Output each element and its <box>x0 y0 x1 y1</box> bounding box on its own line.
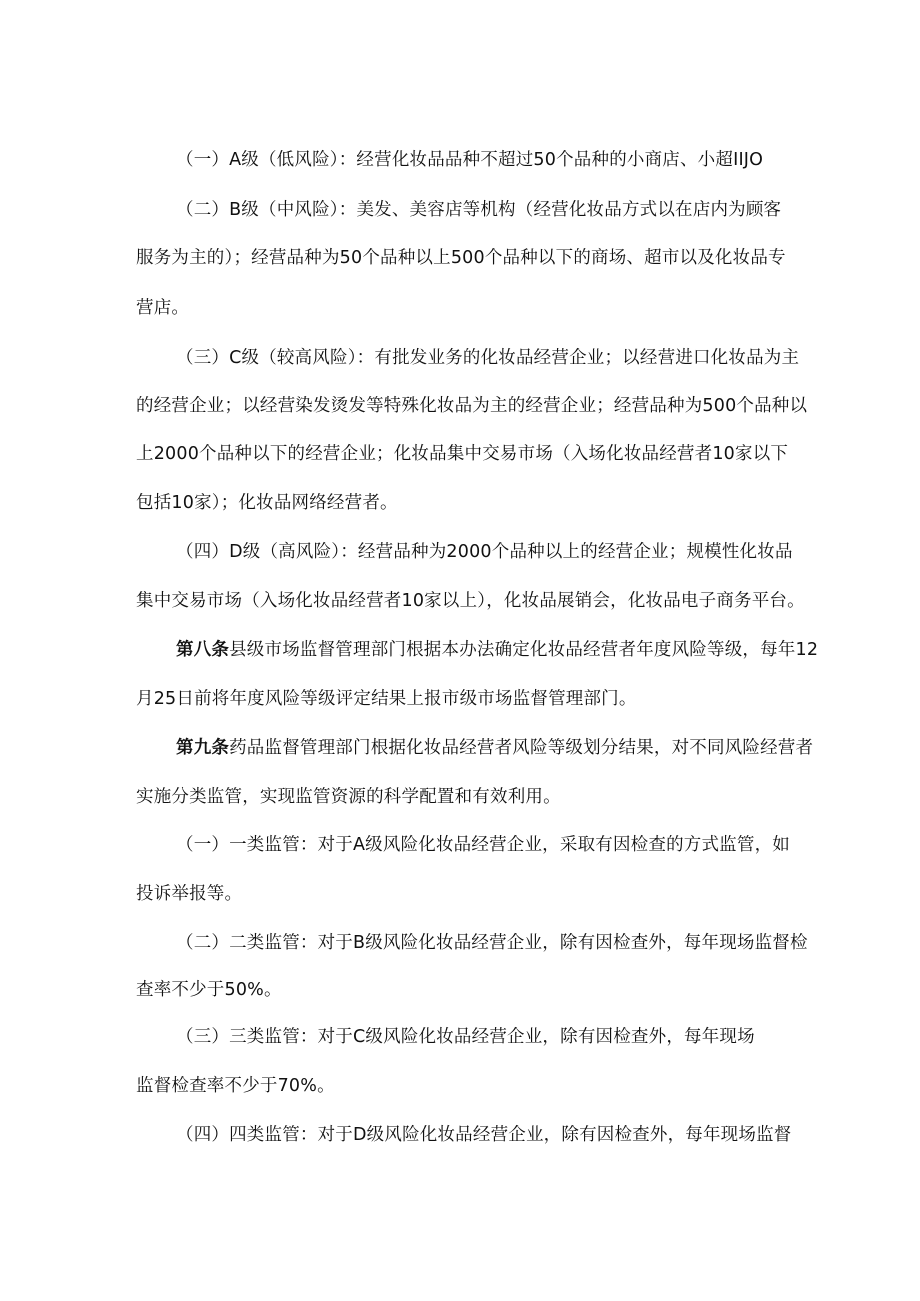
paragraph-level-d-line-2: 集中交易市场（入场化妆品经营者10家以上），化妆品展销会，化妆品电子商务平台。 <box>136 591 805 611</box>
supervision-class-four-line-1: （四）四类监管：对于D级风险化妆品经营企业，除有因检查外，每年现场监督 <box>176 1125 792 1145</box>
supervision-class-three-line-1: （三）三类监管：对于C级风险化妆品经营企业，除有因检查外，每年现场 <box>176 1027 755 1047</box>
supervision-class-two-line-1: （二）二类监管：对于B级风险化妆品经营企业，除有因检查外，每年现场监督检 <box>176 933 808 953</box>
article-eight-line-1: 第八条县级市场监督管理部门根据本办法确定化妆品经营者年度风险等级，每年12 <box>176 640 819 660</box>
paragraph-level-b-line-1: （二）B级（中风险）：美发、美容店等机构（经营化妆品方式以在店内为顾客 <box>176 200 782 220</box>
article-eight-line-2: 月25日前将年度风险等级评定结果上报市级市场监督管理部门。 <box>136 689 637 709</box>
paragraph-level-c-line-3: 上2000个品种以下的经营企业；化妆品集中交易市场（入场化妆品经营者10家以下 <box>136 444 789 464</box>
paragraph-level-b-line-2: 服务为主的）；经营品种为50个品种以上500个品种以下的商场、超市以及化妆品专 <box>136 248 786 268</box>
supervision-class-two-line-2: 查率不少于50%。 <box>136 980 282 1000</box>
paragraph-level-c-line-4: 包括10家）；化妆品网络经营者。 <box>136 493 398 513</box>
supervision-class-one-line-1: （一）一类监管：对于A级风险化妆品经营企业，采取有因检查的方式监管，如 <box>176 835 790 855</box>
paragraph-level-a: （一）A级（低风险）：经营化妆品品种不超过50个品种的小商店、小超IIJO <box>176 150 764 170</box>
paragraph-level-b-line-3: 营店。 <box>136 298 190 318</box>
article-nine-heading: 第九条 <box>176 738 230 758</box>
article-eight-heading: 第八条 <box>176 640 230 660</box>
paragraph-level-c-line-2: 的经营企业；以经营染发烫发等特殊化妆品为主的经营企业；经营品种为500个品种以 <box>136 396 808 416</box>
paragraph-level-c-line-1: （三）C级（较高风险）：有批发业务的化妆品经营企业；以经营进口化妆品为主 <box>176 348 800 368</box>
supervision-class-three-line-2: 监督检查率不少于70%。 <box>136 1076 335 1096</box>
article-nine-line-2: 实施分类监管，实现监管资源的科学配置和有效利用。 <box>136 787 561 807</box>
paragraph-level-d-line-1: （四）D级（高风险）：经营品种为2000个品种以上的经营企业；规模性化妆品 <box>176 542 793 562</box>
article-nine-line-1: 第九条药品监督管理部门根据化妆品经营者风险等级划分结果，对不同风险经营者 <box>176 738 814 758</box>
supervision-class-one-line-2: 投诉举报等。 <box>136 884 243 904</box>
